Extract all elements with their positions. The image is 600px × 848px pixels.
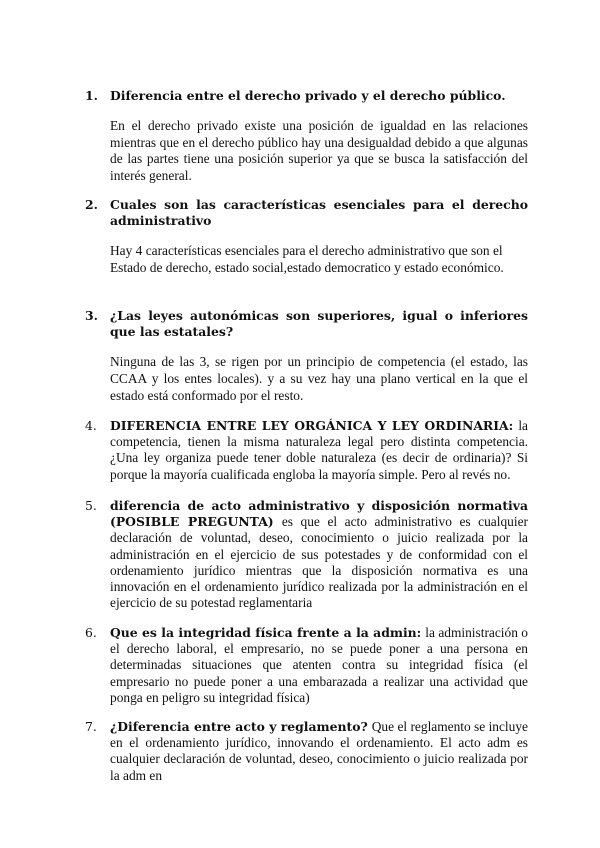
question-item-2	[85, 197, 528, 277]
question-item-7	[85, 719, 528, 784]
answer-text: Ninguna de las 3, se rigen por un principio de competencia (el estado, las CCAA y los entes locales). y a su vez hay una plano vertical en la que el estado está conformado por el resto.	[110, 354, 528, 403]
answer-text: la administración o el derecho laboral, el empresario, no se puede poner a una persona en determinadas situaciones que atenten contra su integridad física (el empresario no puede poner a una embarazada a realizar una actividad que ponga en peligro su integridad física)	[110, 625, 528, 705]
question-title: diferencia de acto administrativo y disposición normativa	[110, 498, 528, 513]
item-number: 4.	[85, 418, 97, 433]
question-title: Que es la integridad física frente a la admin:	[110, 625, 422, 640]
question-item-6	[85, 625, 528, 706]
item-number: 3.	[85, 308, 98, 323]
answer-text: Que el reglamento se incluye en el ordenamiento jurídico, innovando el ordenamiento. El acto adm es cualquier declaración de voluntad, deseo, conocimiento o juicio realizada por la adm en	[110, 719, 528, 783]
item-number: 6.	[85, 625, 97, 640]
item-number: 7.	[85, 719, 97, 734]
answer-text: En el derecho privado existe una posición de igualdad en las relaciones mientras que en el derecho público hay una desigualdad debido a que algunas de las partes tiene una posición superior ya que se busca la satisfacción del interés general.	[110, 118, 528, 183]
item-number: 1.	[85, 88, 98, 103]
question-title: Cuales son las características esenciales para el derecho administrativo	[110, 197, 528, 229]
question-item-3	[85, 308, 528, 404]
item-number: 5.	[85, 498, 97, 513]
question-title-extra: (POSIBLE PREGUNTA)	[110, 514, 274, 530]
question-item-4	[85, 418, 528, 483]
answer-text: la competencia, tienen la misma naturaleza legal pero distinta competencia. ¿Una ley organiza puede tener doble naturaleza (es decir de ordinaria)? Si porque la mayoría cualificada engloba la mayoría simple. Pero al revés no.	[110, 418, 528, 482]
question-title: Diferencia entre el derecho privado y el derecho público.	[110, 88, 506, 103]
item-number: 2.	[85, 197, 98, 212]
question-item-5	[85, 498, 528, 611]
question-title: ¿Las leyes autonómicas son superiores, igual o inferiores que las estatales?	[110, 308, 528, 340]
answer-text: Hay 4 características esenciales para el derecho administrativo que son el Estado de derecho, estado social,estado democratico y estado económico.	[110, 243, 504, 275]
question-title: ¿Diferencia entre acto y reglamento?	[110, 719, 368, 734]
answer-text: es que el acto administrativo es cualquier declaración de voluntad, deseo, conocimiento o juicio realizada por la administración en el ejercicio de sus potestades y de conformidad con el ordenamiento jurídico mientras que la disposición normativa es una innovación en el ordenamiento jurídico realizada por la administración en el ejercicio de su potestad reglamentaria	[110, 514, 528, 611]
question-item-1	[85, 88, 528, 185]
question-title: DIFERENCIA ENTRE LEY ORGÁNICA Y LEY ORDINARIA:	[110, 418, 514, 433]
